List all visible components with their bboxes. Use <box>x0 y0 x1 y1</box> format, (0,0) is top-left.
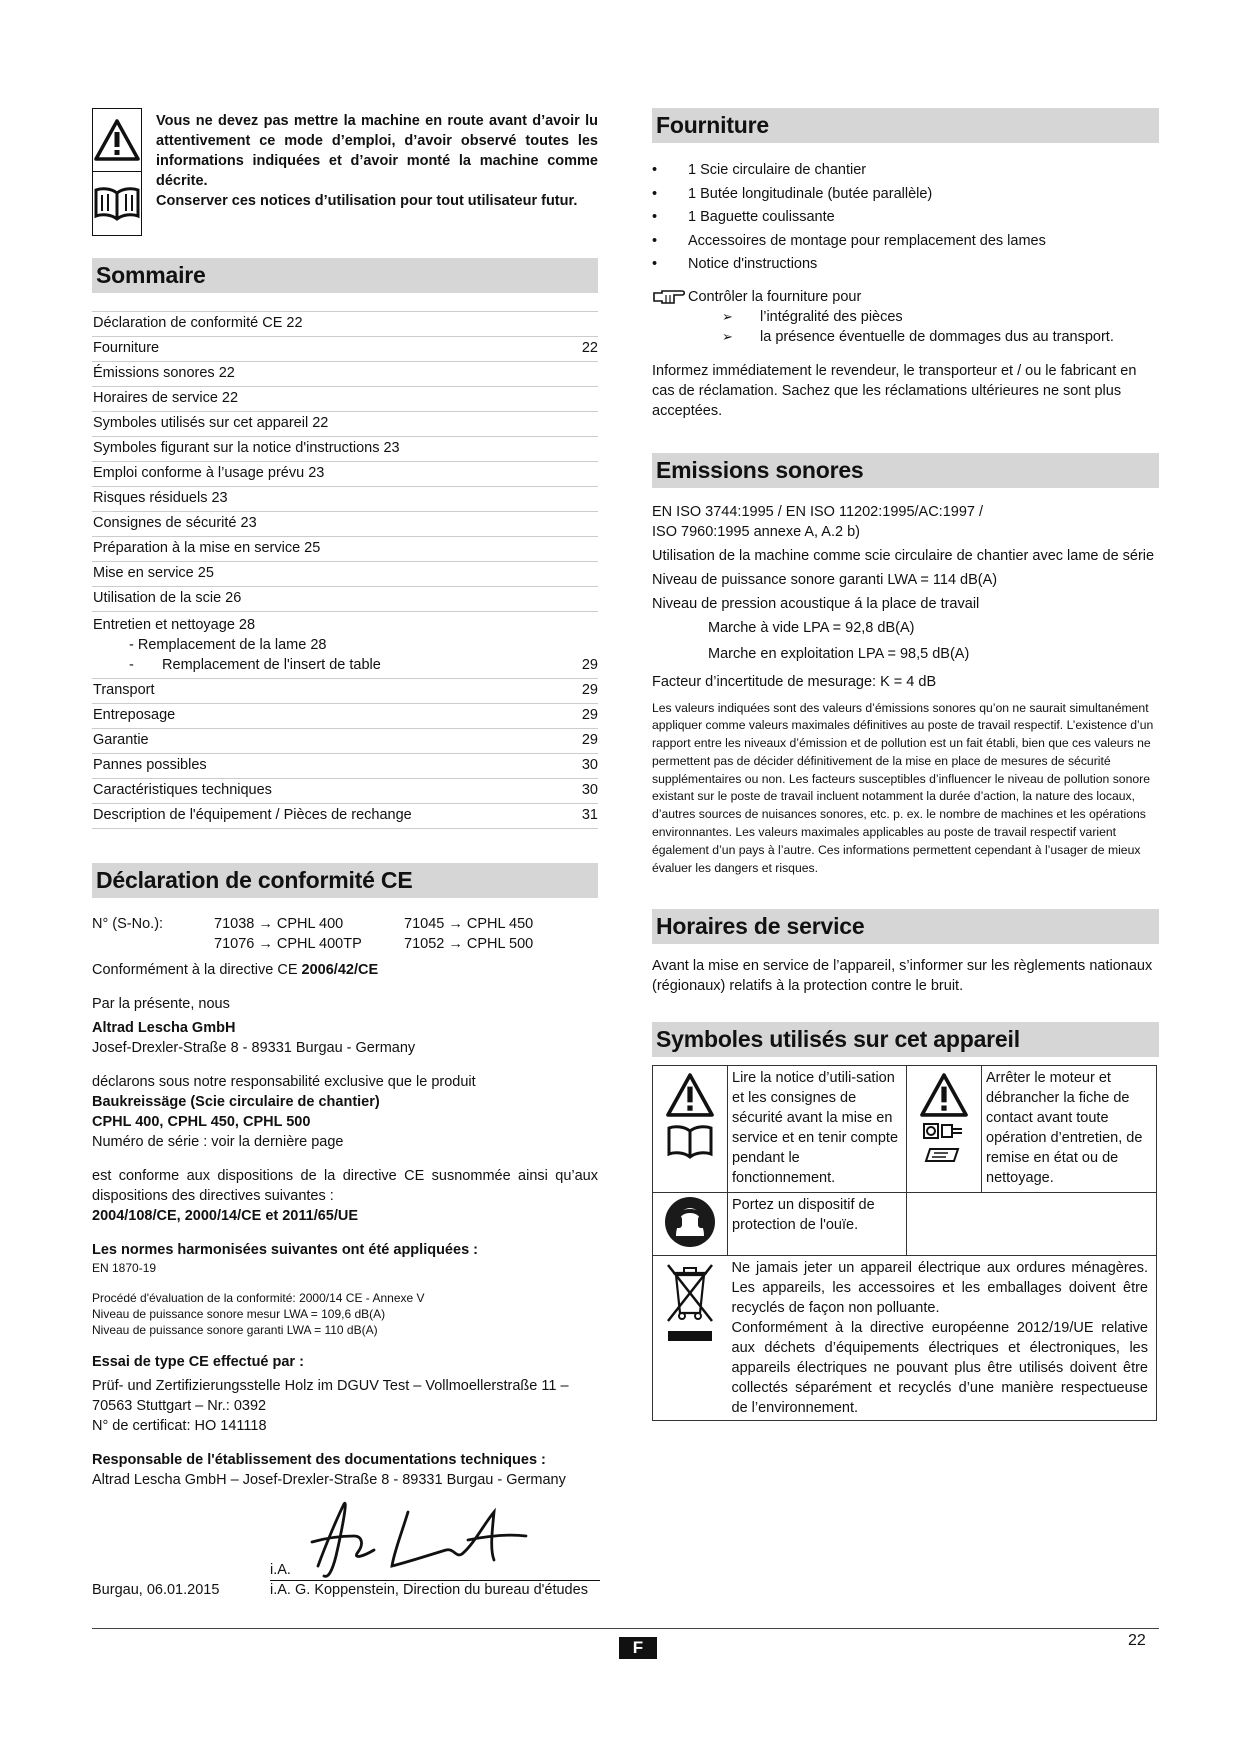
toc-label: Déclaration de conformité CE 22 <box>93 315 303 331</box>
toc-row[interactable] <box>92 779 598 804</box>
toc-row[interactable] <box>92 437 598 462</box>
check-item-1: ➢ l’intégralité des pièces <box>722 307 1159 327</box>
toc-page: 29 <box>581 707 598 723</box>
emissions-heading: Emissions sonores <box>652 453 1159 488</box>
read-manual-text: Lire la notice d’utili-sation et les consignes de sécurité avant la mise en service et en tenir compte pendant le fonctionnement. <box>728 1066 907 1193</box>
toc-row[interactable] <box>92 537 598 562</box>
toc-label: Garantie <box>93 732 149 748</box>
fourniture-heading: Fourniture <box>652 108 1159 143</box>
fourniture-item: • 1 Baguette coulissante <box>652 206 1159 230</box>
procedure-block <box>92 1290 598 1338</box>
serial-models <box>92 914 598 954</box>
declare-text: déclarons sous notre responsabilité exclusive que le produit <box>92 1074 476 1090</box>
read-manual-icon <box>93 185 141 221</box>
essai-line-3: N° de certificat: HO 141118 <box>92 1418 267 1434</box>
warning-line-2: Conserver ces notices d’utilisation pour tout utilisateur futur. <box>156 193 578 209</box>
ia-label: i.A. <box>270 1562 291 1578</box>
toc-label: Transport <box>93 682 155 698</box>
sommaire-heading: Sommaire <box>92 258 598 293</box>
horaires-text: Avant la mise en service de l’appareil, s’informer sur les règlements nationaux (régionaux) relatifs à la protection contre le bruit. <box>652 958 1153 995</box>
toc-row[interactable] <box>92 362 598 387</box>
weee-bin-icon <box>664 1261 716 1343</box>
model-71076: 71076 → CPHL 400TP <box>214 936 362 952</box>
read-manual-icon <box>666 1123 714 1159</box>
signature-line <box>270 1580 600 1581</box>
weee-text <box>728 1256 1157 1421</box>
toc-label: Entreposage <box>93 707 176 723</box>
sno-label: N° (S-No.): <box>92 916 164 932</box>
product-models: CPHL 400, CPHL 450, CPHL 500 <box>92 1114 311 1130</box>
declaration-heading: Déclaration de conformité CE <box>92 863 598 898</box>
essai-line-2: 70563 Stuttgart – Nr.: 0392 <box>92 1398 267 1414</box>
toc-page: 31 <box>581 807 598 823</box>
essai-line-1: Prüf- und Zertifizierungsstelle Holz im DGUV Test – Vollmoellerstraße 11 – <box>92 1378 569 1394</box>
fourniture-list <box>652 159 1159 277</box>
language-badge: F <box>619 1637 657 1659</box>
uncertainty-k: Facteur d’incertitude de mesurage: K = 4 dB <box>652 673 937 690</box>
left-column <box>92 108 598 1606</box>
toc-label: Symboles figurant sur la notice d'instructions 23 <box>93 440 400 456</box>
check-list <box>722 307 1159 347</box>
horaires-heading: Horaires de service <box>652 909 1159 944</box>
declaration-body <box>92 914 598 1490</box>
signatory: i.A. G. Koppenstein, Direction du bureau d'études <box>270 1582 588 1598</box>
unplug-icon <box>922 1121 966 1141</box>
company-address: Josef-Drexler-Straße 8 - 89331 Burgau - Germany <box>92 1040 416 1056</box>
fourniture-note: Informez immédiatement le revendeur, le transporteur et / ou le fabricant en cas de réclamation. Sachez que les réclamations ultérieures ne sont plus acceptées. <box>652 362 1137 419</box>
toc-row[interactable] <box>92 337 598 362</box>
norms-title: Les normes harmonisées suivantes ont été appliquées : <box>92 1242 478 1258</box>
weee-text-2: Conformément à la directive européenne 2012/19/UE relative aux déchets d’équipements électriques et électroniques, les appareils électriques ne pouvant plus être utilisés doivent être collectés séparément et recyclés d’une manière respectueuse de l’environnement. <box>731 1320 1148 1417</box>
emissions-note: Les valeurs indiquées sont des valeurs d’émissions sonores qu’on ne saurait simultanément appliquer comme valeurs maximales définitives au poste de travail respectif. L’existence d’un rapport entre les niveaux d’émission et de pollution est un fait établi, bien que ces valeurs ne permettent pas de décider définitivement de la mise en place de mesures de sécurité supplémentaires ou non. Les facteurs susceptibles d’influencer le niveau de pollution sonore existant sur le poste de travail incluent notamment la durée d’action, la nature des locaux, d’autres sources de nuisances sonores, etc. p. ex. le nombre de machines et les opérations environnantes. Les valeurs maximales applicables au poste de travail respectif varient également d’un pays à l’autre. Ces informations permettent cependant à l’usager de mieux évaluer les dangers et risques. <box>652 700 1154 875</box>
directives-list: 2004/108/CE, 2000/14/CE et 2011/65/UE <box>92 1208 359 1224</box>
model-71052: 71052 → CPHL 500 <box>404 936 534 952</box>
lwa-text: Niveau de puissance sonore garanti LWA = 114 dB(A) <box>652 571 998 588</box>
toc-entretien-sub2-page: 29 <box>581 657 598 673</box>
signature-block <box>92 1496 598 1606</box>
toc-row[interactable] <box>92 729 598 754</box>
toc-page: 30 <box>581 782 598 798</box>
warning-triangle-icon <box>94 119 140 161</box>
company-name: Altrad Lescha GmbH <box>92 1020 236 1036</box>
toc-row[interactable] <box>92 487 598 512</box>
toc-label: Fourniture <box>93 340 160 356</box>
resp-text: Altrad Lescha GmbH – Josef-Drexler-Straße 8 - 89331 Burgau - Germany <box>92 1472 566 1488</box>
place-date: Burgau, 06.01.2015 <box>92 1582 220 1598</box>
conform-text: est conforme aux dispositions de la directive CE susnommée ainsi qu’aux dispositions des directives suivantes : <box>92 1168 598 1204</box>
check-text: Contrôler la fourniture pour <box>688 288 862 305</box>
toc-row[interactable] <box>92 804 598 829</box>
proc-line-2: Niveau de puissance sonore mesur LWA = 109,6 dB(A) <box>92 1307 386 1321</box>
toc-label: Caractéristiques techniques <box>93 782 272 798</box>
toc-row[interactable] <box>92 412 598 437</box>
model-71038: 71038 → CPHL 400 <box>214 916 344 932</box>
toc-entretien-sub2: - Remplacement de l'insert de table <box>129 657 381 673</box>
toc-label: Horaires de service 22 <box>93 390 239 406</box>
usage-text: Utilisation de la machine comme scie circulaire de chantier avec lame de série <box>652 547 1155 564</box>
right-column <box>652 108 1159 1421</box>
proc-line-3: Niveau de puissance sonore garanti LWA = 110 dB(A) <box>92 1323 378 1337</box>
norm-en1870: EN 1870-19 <box>92 1261 157 1275</box>
page-number: 22 <box>1128 1632 1146 1649</box>
stop-motor-text: Arrêter le moteur et débrancher la fiche de contact avant toute opération d’entretien, de remise en état ou de nettoyage. <box>982 1066 1157 1193</box>
warning-icons <box>92 108 142 236</box>
toc-label: Risques résiduels 23 <box>93 490 228 506</box>
toc-row[interactable] <box>92 462 598 487</box>
toc-row[interactable] <box>92 754 598 779</box>
idle-level: Marche à vide LPA = 92,8 dB(A) <box>708 619 915 636</box>
directive-number: 2006/42/CE <box>301 962 379 978</box>
check-line <box>652 287 1159 307</box>
toc-label: Symboles utilisés sur cet appareil 22 <box>93 415 329 431</box>
toc-row[interactable] <box>92 587 598 612</box>
warning-line-1: Vous ne devez pas mettre la machine en route avant d’avoir lu attentivement ce mode d’emploi, d’avoir observé toutes les informations indiquées et d’avoir monté la machine comme décrite. <box>156 113 598 189</box>
fourniture-item: • Accessoires de montage pour remplacement des lames <box>652 230 1159 254</box>
fourniture-item: • 1 Scie circulaire de chantier <box>652 159 1159 183</box>
pointing-hand-icon <box>652 289 686 305</box>
warning-box <box>92 108 598 238</box>
work-level: Marche en exploitation LPA = 98,5 dB(A) <box>708 645 970 662</box>
model-71045: 71045 → CPHL 450 <box>404 916 534 932</box>
directive-prefix: Conformément à la directive CE <box>92 962 298 978</box>
fourniture-item: • Notice d'instructions <box>652 253 1159 277</box>
toc <box>92 311 598 829</box>
ear-protection-icon <box>664 1196 716 1248</box>
toc-label: Émissions sonores 22 <box>93 365 235 381</box>
std-line-1: EN ISO 3744:1995 / EN ISO 11202:1995/AC:1997 / <box>652 503 984 520</box>
toc-row[interactable] <box>92 562 598 587</box>
toc-label: Mise en service 25 <box>93 565 214 581</box>
ear-protection-text: Portez un dispositif de protection de l'ouïe. <box>728 1193 907 1256</box>
resp-title: Responsable de l'établissement des documentations techniques : <box>92 1452 546 1468</box>
essai-title: Essai de type CE effectué par : <box>92 1354 304 1370</box>
fourniture-item: • 1 Butée longitudinale (butée parallèle) <box>652 183 1159 207</box>
symbols-table <box>652 1065 1157 1421</box>
toc-label: Consignes de sécurité 23 <box>93 515 257 531</box>
toc-row[interactable] <box>92 679 598 704</box>
toc-label: Pannes possibles <box>93 757 207 773</box>
toc-label: Description de l'équipement / Pièces de rechange <box>93 807 412 823</box>
warning-triangle-icon <box>665 1073 715 1117</box>
toc-page: 30 <box>581 757 598 773</box>
toc-page: 22 <box>581 340 598 356</box>
emissions-body <box>652 502 1159 878</box>
par-la-presente: Par la présente, nous <box>92 996 230 1012</box>
toc-entretien-label: Entretien et nettoyage 28 <box>93 617 256 633</box>
toc-label: Emploi conforme à l’usage prévu 23 <box>93 465 325 481</box>
std-line-2: ISO 7960:1995 annexe A, A.2 b) <box>652 523 860 540</box>
toc-page: 29 <box>581 732 598 748</box>
pressure-text: Niveau de pression acoustique á la place de travail <box>652 595 980 612</box>
footer-rule <box>92 1628 1159 1629</box>
toc-label: Préparation à la mise en service 25 <box>93 540 321 556</box>
product-name: Baukreissäge (Scie circulaire de chantier) <box>92 1094 380 1110</box>
directive-line <box>92 960 598 980</box>
warning-triangle-icon <box>919 1073 969 1117</box>
toc-page: 29 <box>581 682 598 698</box>
serial-note: Numéro de série : voir la dernière page <box>92 1134 344 1150</box>
toc-row[interactable] <box>92 312 598 337</box>
toc-label: Utilisation de la scie 26 <box>93 590 242 606</box>
toc-row[interactable] <box>92 387 598 412</box>
manual-hand-icon <box>924 1145 964 1165</box>
weee-text-1: Ne jamais jeter un appareil électrique aux ordures ménagères. Les appareils, les accessoires et les emballages doivent être recyclés de façon non polluante. <box>731 1260 1148 1317</box>
toc-row[interactable] <box>92 704 598 729</box>
warning-text <box>156 108 598 238</box>
check-item-2: ➢ la présence éventuelle de dommages dus au transport. <box>722 327 1159 347</box>
symboles-heading: Symboles utilisés sur cet appareil <box>652 1022 1159 1057</box>
toc-row[interactable] <box>92 512 598 537</box>
proc-line-1: Procédé d'évaluation de la conformité: 2000/14 CE - Annexe V <box>92 1291 425 1305</box>
signature-image <box>278 1496 538 1580</box>
toc-entretien-sub1: - Remplacement de la lame 28 <box>129 637 327 653</box>
toc-row-entretien[interactable] <box>92 612 598 679</box>
